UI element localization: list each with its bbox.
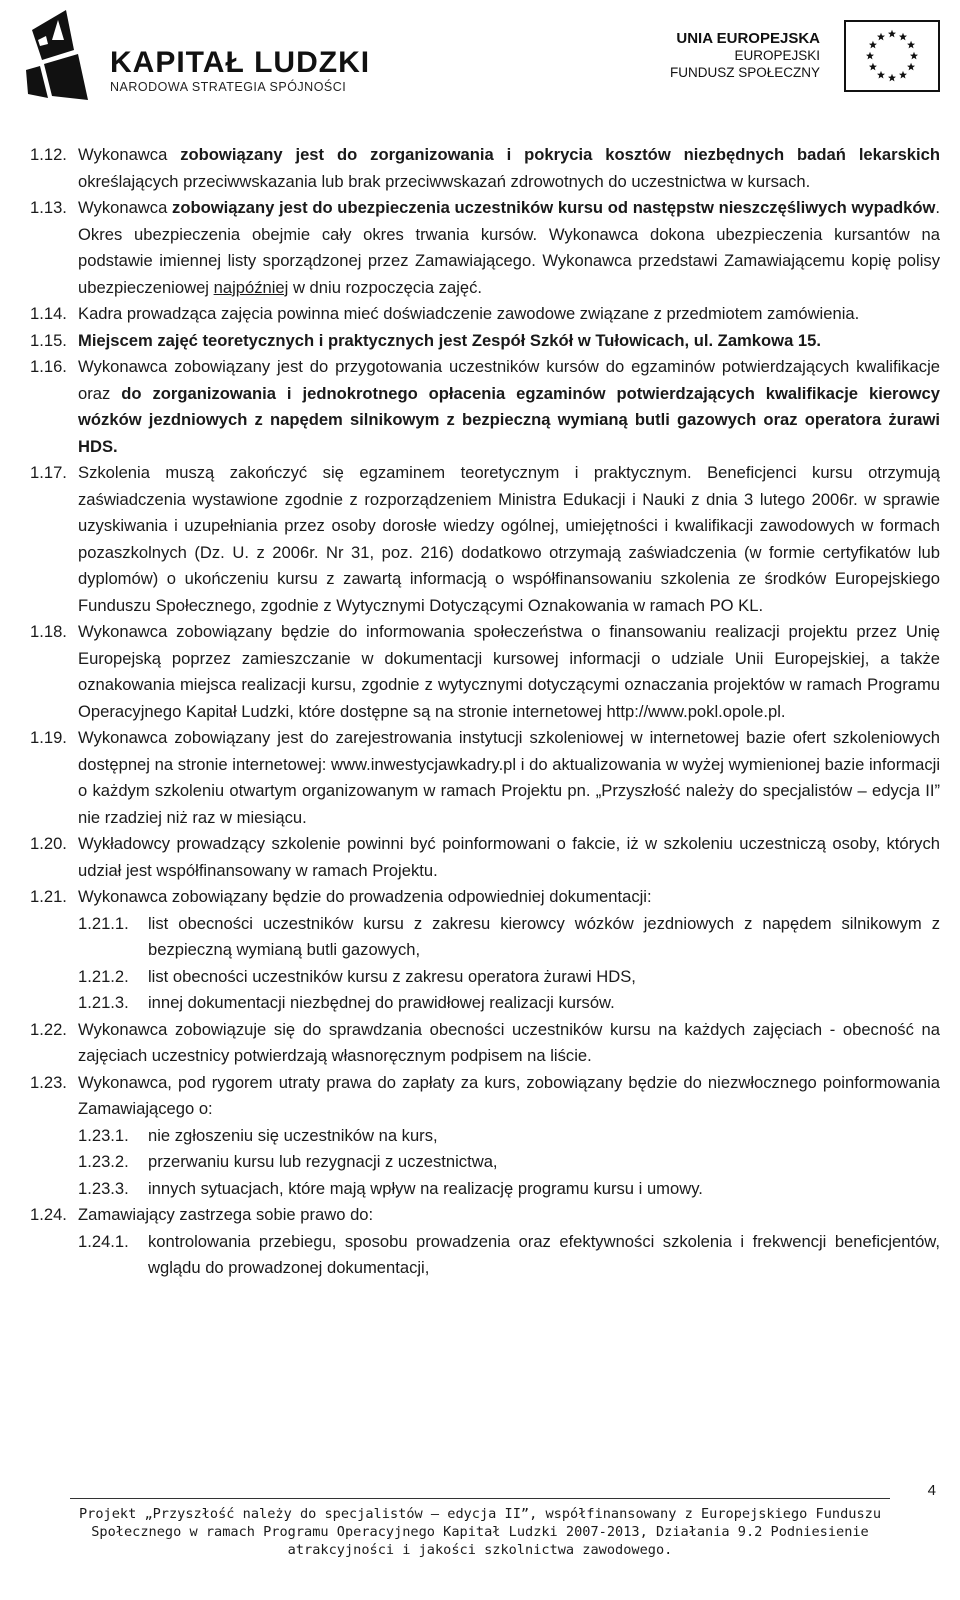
eu-title: UNIA EUROPEJSKA bbox=[676, 30, 820, 47]
subclause-1-21-2 bbox=[78, 964, 940, 991]
footer-line-2: Społecznego w ramach Programu Operacyjnego Kapitał Ludzki 2007-2013, Działania 9.2 Podniesienie bbox=[91, 1524, 869, 1540]
page-header bbox=[0, 0, 960, 110]
subclause-text: list obecności uczestników kursu z zakresu operatora żurawi HDS, bbox=[148, 966, 636, 986]
underlined-text-run: najpóźniej bbox=[213, 277, 289, 297]
clause-1-17 bbox=[30, 460, 940, 619]
eu-logo-text bbox=[670, 30, 820, 81]
clause-number: 1.17. bbox=[30, 463, 67, 482]
clause-number: 1.12. bbox=[30, 145, 67, 164]
clause-text bbox=[78, 195, 940, 301]
clause-text bbox=[78, 354, 940, 460]
clause-text bbox=[78, 142, 940, 195]
clause-text: Wykładowcy prowadzący szkolenie powinni być poinformowani o fakcie, iż w szkoleniu uczestniczą osoby, których udział jest współfinansowany w ramach Projektu. bbox=[78, 834, 940, 880]
clause-text: Szkolenia muszą zakończyć się egzaminem teoretycznym i praktycznym. Beneficjenci kursu otrzymują zaświadczenia wystawione zgodnie z rozporządzeniem Ministra Edukacji i Nauki z dnia 3 lutego 2006r. w sprawie uzyskiwania i uzupełniania przez osoby dorosłe wiedzy ogólnej, umiejętności i kwalifikacji zawodowych w formach pozaszkolnych (Dz. U. z 2006r. Nr 31, poz. 216) dodatkowo otrzymają zaświadczenia (w formie certyfikatów lub dyplomów) o ukończeniu kursu z zawartą informacją o współfinansowaniu szkolenia ze środków Europejskiego Funduszu Społecznego, zgodnie z Wytycznymi Dotyczącymi Oznakowania w ramach PO KL. bbox=[78, 463, 940, 615]
kapital-ludzki-logo bbox=[22, 10, 382, 102]
eu-flag-icon bbox=[844, 20, 940, 92]
footer-line-3: atrakcyjności i jakości szkolnictwa zawodowego. bbox=[287, 1542, 673, 1558]
clause-text: Wykonawca, pod rygorem utraty prawa do zapłaty za kurs, zobowiązany będzie do niezwłocznego poinformowania Zamawiającego o: bbox=[78, 1072, 940, 1118]
clause-1-14 bbox=[30, 301, 940, 328]
subclause-number: 1.23.3. bbox=[78, 1178, 129, 1198]
footer-line-1: Projekt „Przyszłość należy do specjalistów – edycja II”, współfinansowany z Europejskiego Funduszu bbox=[78, 1506, 882, 1522]
subclause-text: innej dokumentacji niezbędnej do prawidłowej realizacji kursów. bbox=[148, 993, 615, 1012]
page-number: 4 bbox=[927, 1482, 936, 1499]
subclause-1-23-1 bbox=[78, 1123, 940, 1150]
text-run: w dniu rozpoczęcia zajęć. bbox=[288, 277, 483, 297]
page-footer bbox=[70, 1498, 890, 1559]
clause-number: 1.24. bbox=[30, 1205, 67, 1224]
subclause-text: przerwaniu kursu lub rezygnacji z uczestnictwa, bbox=[148, 1152, 498, 1171]
eu-subtitle-1: EUROPEJSKI bbox=[734, 48, 820, 63]
kapital-ludzki-subtitle: NARODOWA STRATEGIA SPÓJNOŚCI bbox=[110, 80, 347, 94]
subclause-1-23-2 bbox=[78, 1149, 940, 1176]
clause-number: 1.23. bbox=[30, 1072, 67, 1092]
clause-number: 1.13. bbox=[30, 198, 67, 217]
text-run: Wykonawca zobowiązany jest do przygotowania uczestników kursów do egzaminów potwierdzających kwalifikacje oraz bbox=[78, 357, 940, 403]
clause-number: 1.19. bbox=[30, 728, 67, 747]
subclause-number: 1.24.1. bbox=[78, 1231, 129, 1251]
subclause-number: 1.23.2. bbox=[78, 1152, 129, 1171]
subclause-1-24-1 bbox=[78, 1229, 940, 1282]
bold-text-run: Miejscem zajęć teoretycznych i praktycznych jest Zespół Szkół w Tułowicach, ul. Zamkowa 15. bbox=[78, 330, 821, 350]
clause-1-16 bbox=[30, 354, 940, 460]
text-run: Wykonawca bbox=[78, 145, 181, 164]
subclause-text: innych sytuacjach, które mają wpływ na realizację programu kursu i umowy. bbox=[148, 1178, 703, 1198]
subclause-text: nie zgłoszeniu się uczestników na kurs, bbox=[148, 1125, 438, 1145]
subclause-number: 1.21.2. bbox=[78, 966, 129, 986]
subclause-number: 1.21.3. bbox=[78, 993, 129, 1012]
clause-text: Wykonawca zobowiązany będzie do prowadzenia odpowiedniej dokumentacji: bbox=[78, 887, 652, 906]
clause-1-13 bbox=[30, 195, 940, 301]
clause-text: Wykonawca zobowiązany jest do zarejestrowania instytucji szkoleniowej w internetowej bazie ofert szkoleniowych dostępnej na stronie internetowej: www.inwestycjawkadry.pl i do aktualizowania w wyżej wymienionej bazie informacji o każdym szkoleniu otwartym organizowanym w ramach Projektu pn. „Przyszłość należy do specjalistów – edycja II” nie rzadziej niż raz w miesiącu. bbox=[78, 728, 940, 827]
subclause-1-21-3 bbox=[78, 990, 940, 1017]
eu-subtitle-2: FUNDUSZ SPOŁECZNY bbox=[669, 65, 820, 80]
kapital-ludzki-mark-icon bbox=[22, 10, 102, 102]
subclause-text: list obecności uczestników kursu z zakresu kierowcy wózków jezdniowych z napędem silnikowym z bezpieczną wymianą butli gazowych, bbox=[148, 913, 940, 959]
clause-number: 1.18. bbox=[30, 622, 67, 641]
subclause-text: kontrolowania przebiegu, sposobu prowadzenia oraz efektywności szkolenia i frekwencji beneficjentów, wglądu do prowadzonej dokumentacji, bbox=[148, 1231, 940, 1277]
clause-1-22 bbox=[30, 1017, 940, 1070]
clause-1-15 bbox=[30, 328, 940, 355]
bold-text-run: do zorganizowania i jednokrotnego opłacenia egzaminów potwierdzających kwalifikacje kierowcy wózków jezdniowych z napędem silnikowym z bezpieczną wymianą butli gazowych oraz operatora żurawi HDS. bbox=[78, 383, 941, 456]
subclause-1-21-1 bbox=[78, 911, 940, 964]
clause-number: 1.20. bbox=[30, 834, 67, 853]
clause-1-21 bbox=[30, 884, 940, 911]
clause-text: Kadra prowadząca zajęcia powinna mieć doświadczenie zawodowe związane z przedmiotem zamówienia. bbox=[78, 304, 860, 323]
clause-number: 1.21. bbox=[30, 887, 67, 906]
text-run: . Okres ubezpieczenia obejmie cały okres trwania kursów. Wykonawca dokona ubezpieczenia kursantów na podstawie imiennej listy sporządzonej przez Zamawiającego. Wykonawca przedstawi Zamawiającemu kopię polisy ubezpieczeniowej bbox=[78, 198, 940, 297]
text-run: określających przeciwwskazania lub brak przeciwwskazań zdrowotnych do uczestnictwa w kursach. bbox=[78, 171, 811, 191]
clause-number: 1.15. bbox=[30, 330, 67, 350]
clause-text: Wykonawca zobowiązuje się do sprawdzania obecności uczestników kursu na każdych zajęciach - obecność na zajęciach uczestnicy potwierdzają własnoręcznym podpisem na liście. bbox=[78, 1019, 940, 1065]
subclause-number: 1.23.1. bbox=[78, 1125, 129, 1145]
bold-text-run: zobowiązany jest do zorganizowania i pokrycia kosztów niezbędnych badań lekarskich bbox=[180, 145, 941, 164]
clause-1-12 bbox=[30, 142, 940, 195]
subclause-1-23-3 bbox=[78, 1176, 940, 1203]
clause-1-23 bbox=[30, 1070, 940, 1123]
clause-1-19 bbox=[30, 725, 940, 831]
clause-1-20 bbox=[30, 831, 940, 884]
clause-number: 1.22. bbox=[30, 1019, 67, 1039]
bold-text-run: zobowiązany jest do ubezpieczenia uczestników kursu od następstw nieszczęśliwych wypadków bbox=[172, 198, 936, 217]
clause-text bbox=[78, 328, 940, 355]
text-run: Wykonawca bbox=[78, 198, 173, 217]
clause-text: Wykonawca zobowiązany będzie do informowania społeczeństwa o finansowaniu realizacji projektu przez Unię Europejską poprzez zamieszczanie w dokumentacji kursowej informacji o udziale Unii Europejskiej, a także oznakowania miejsca realizacji kursu, zgodnie z wytycznymi dotyczącymi oznaczania projektów w ramach Programu Operacyjnego Kapitał Ludzki, które dostępne są na stronie internetowej http://www.pokl.opole.pl. bbox=[78, 622, 940, 721]
clause-text: Zamawiający zastrzega sobie prawo do: bbox=[78, 1205, 374, 1224]
document-body bbox=[30, 142, 940, 1282]
eu-logo bbox=[642, 20, 942, 96]
subclause-number: 1.21.1. bbox=[78, 913, 129, 933]
clause-number: 1.14. bbox=[30, 304, 67, 323]
clause-1-24 bbox=[30, 1202, 940, 1229]
clause-1-18 bbox=[30, 619, 940, 725]
clause-number: 1.16. bbox=[30, 357, 67, 376]
kapital-ludzki-title: KAPITAŁ LUDZKI bbox=[110, 46, 371, 79]
